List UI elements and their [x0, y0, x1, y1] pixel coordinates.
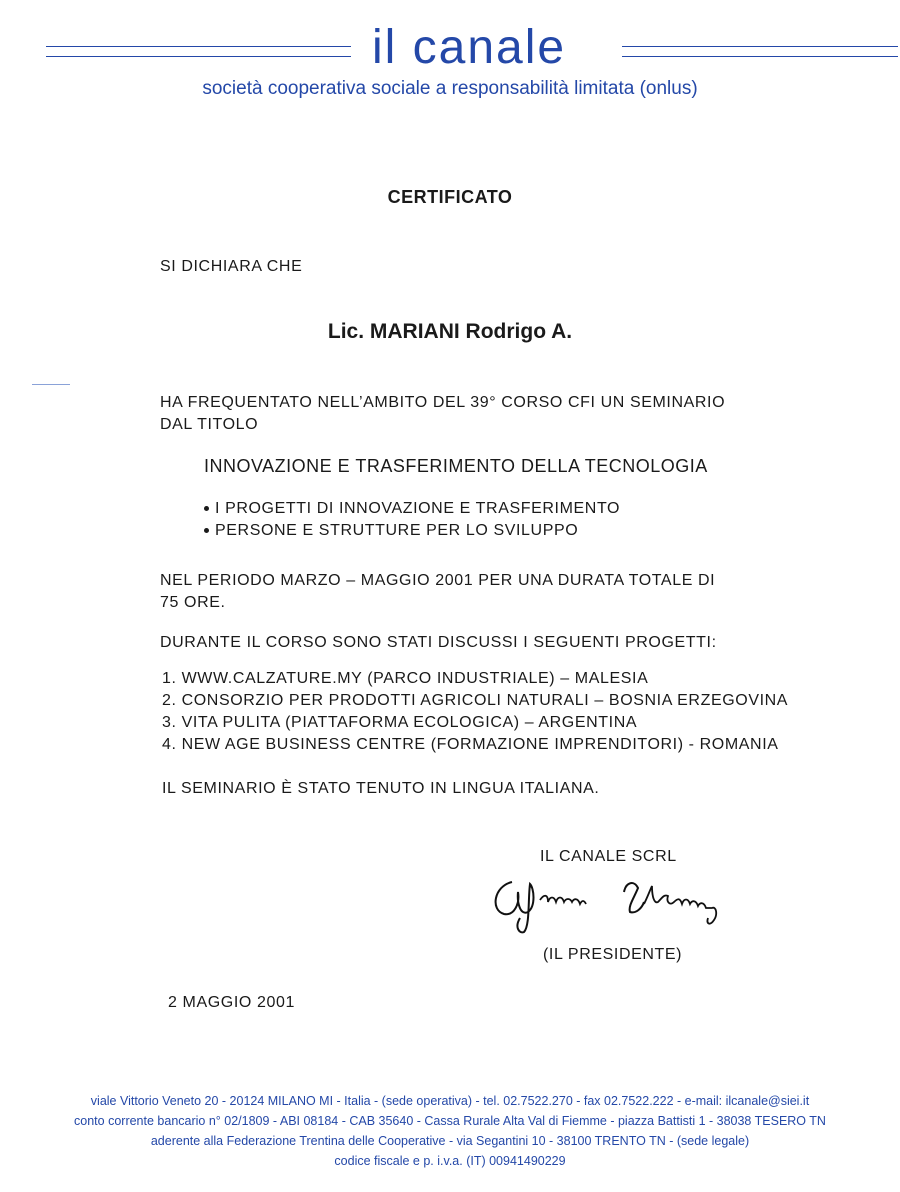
- declaration-text: SI DICHIARA CHE: [160, 258, 303, 275]
- signer-role: (IL PRESIDENTE): [543, 946, 683, 963]
- period-line: NEL PERIODO MARZO – MAGGIO 2001 PER UNA DURATA TOTALE DI: [160, 572, 716, 589]
- attendance-line: HA FREQUENTATO NELL’AMBITO DEL 39° CORSO CFI UN SEMINARIO: [160, 394, 726, 411]
- project-item: 4. NEW AGE BUSINESS CENTRE (FORMAZIONE IMPRENDITORI) - ROMANIA: [162, 736, 779, 753]
- topic-list: [204, 498, 620, 542]
- topic-item: [204, 520, 620, 542]
- margin-mark: [32, 384, 70, 385]
- signature-icon: [484, 868, 764, 938]
- period-paragraph: [160, 570, 715, 614]
- certificate-date: 2 MAGGIO 2001: [168, 994, 295, 1011]
- topic-item: [204, 498, 620, 520]
- header-rule-left-bottom: [46, 56, 351, 57]
- recipient-name: Lic. MARIANI Rodrigo A.: [327, 320, 573, 343]
- topic-label: PERSONE E STRUTTURE PER LO SVILUPPO: [215, 522, 579, 539]
- project-item: 3. VITA PULITA (PIATTAFORMA ECOLOGICA) – ARGENTINA: [162, 714, 638, 731]
- header-rule-right-bottom: [622, 56, 898, 57]
- period-line: 75 ORE.: [160, 594, 226, 611]
- brand-logo-text: il canale: [372, 21, 567, 74]
- handwritten-signature: [484, 868, 764, 938]
- header-rule-left-top: [46, 46, 351, 47]
- footer-address-line: viale Vittorio Veneto 20 - 20124 MILANO MI - Italia - (sede operativa) - tel. 02.7522.270 - fax 02.7522.222 - e-mail: ilcanale@siei.it: [90, 1094, 810, 1108]
- topic-label: I PROGETTI DI INNOVAZIONE E TRASFERIMENTO: [215, 500, 621, 517]
- language-note: IL SEMINARIO È STATO TENUTO IN LINGUA ITALIANA.: [162, 780, 600, 797]
- project-item: 1. WWW.CALZATURE.MY (PARCO INDUSTRIALE) – MALESIA: [162, 670, 649, 687]
- footer-federation-line: aderente alla Federazione Trentina delle Cooperative - via Segantini 10 - 38100 TRENTO TN - (sede legale): [150, 1134, 750, 1148]
- company-tagline: società cooperativa sociale a responsabilità limitata (onlus): [202, 78, 698, 99]
- attendance-line: DAL TITOLO: [160, 416, 259, 433]
- attendance-paragraph: [160, 392, 725, 436]
- footer-bank-line: conto corrente bancario n° 02/1809 - ABI 08184 - CAB 35640 - Cassa Rurale Alta Val di Fiemme - piazza Battisti 1 - 38038 TESERO TN: [74, 1114, 826, 1128]
- project-list: [162, 668, 788, 756]
- footer-tax-line: codice fiscale e p. i.v.a. (IT) 00941490229: [334, 1154, 566, 1168]
- bullet-icon: [204, 528, 209, 533]
- issuer-name: IL CANALE SCRL: [540, 848, 677, 865]
- bullet-icon: [204, 506, 209, 511]
- course-title: INNOVAZIONE E TRASFERIMENTO DELLA TECNOLOGIA: [204, 456, 708, 476]
- header-rule-right-top: [622, 46, 898, 47]
- certificate-title: CERTIFICATO: [387, 187, 513, 207]
- projects-intro: DURANTE IL CORSO SONO STATI DISCUSSI I SEGUENTI PROGETTI:: [160, 634, 717, 651]
- project-item: 2. CONSORZIO PER PRODOTTI AGRICOLI NATURALI – BOSNIA ERZEGOVINA: [162, 692, 789, 709]
